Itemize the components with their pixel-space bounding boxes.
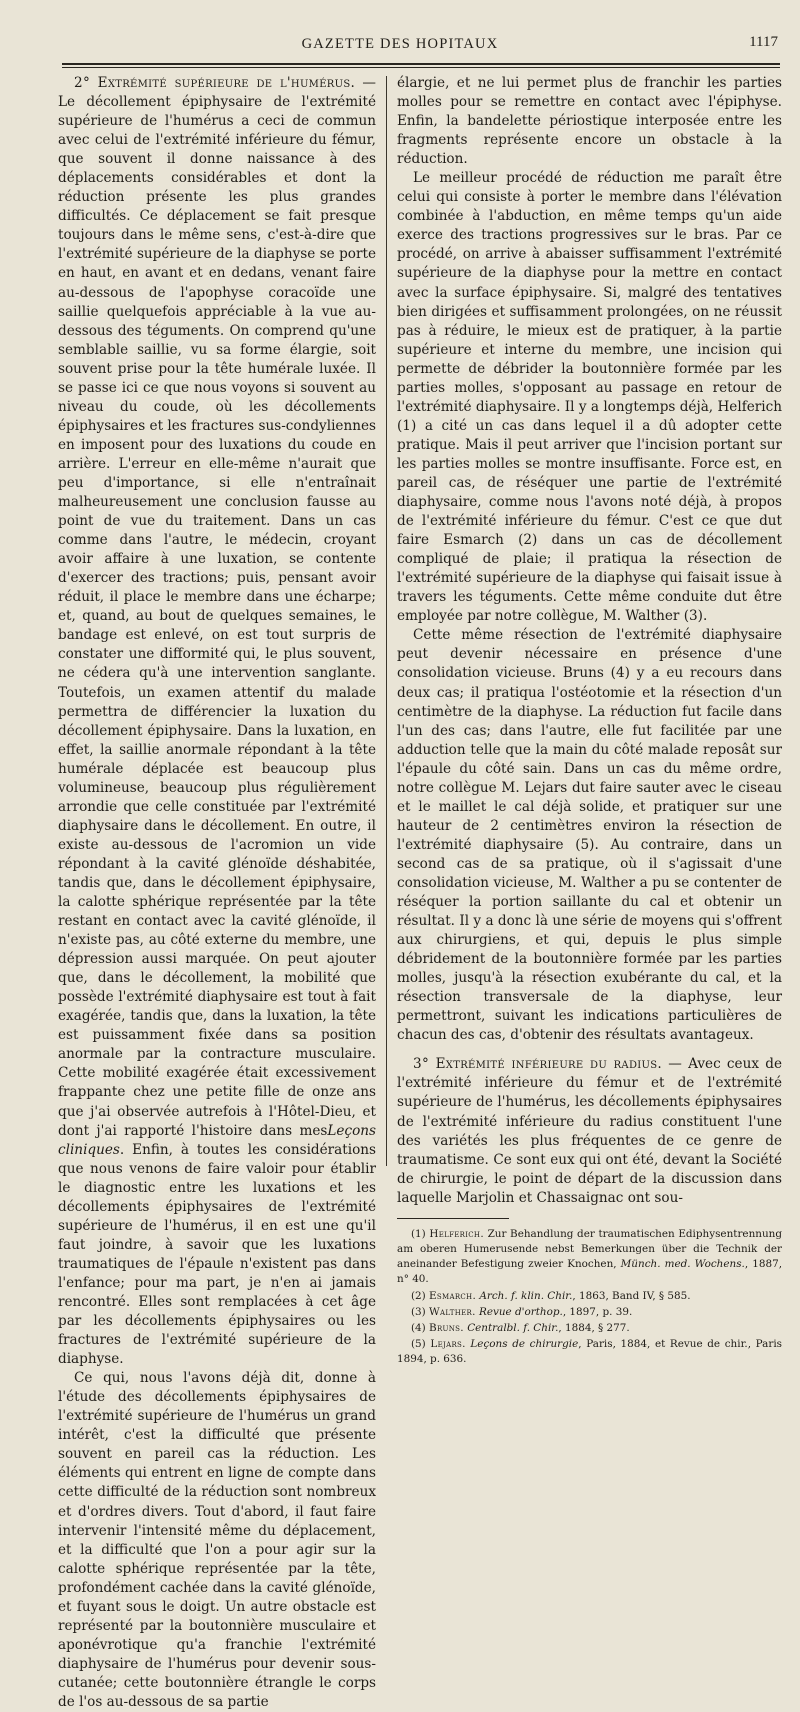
cited-title: Leçons cliniques xyxy=(58,1122,376,1158)
footnote-source: Münch. med. Wochens. xyxy=(620,1258,745,1271)
footnote-source: Centralbl. f. Chir. xyxy=(467,1321,559,1334)
footnote xyxy=(397,1227,782,1288)
footnote-mark: (1) xyxy=(411,1227,426,1240)
header-rule-thin xyxy=(62,67,780,68)
paragraph-text: — Le décollement épiphysaire de l'extrémité supérieure de l'humérus a ceci de commun avec celui de l'extrémité inférieure du fémur, que souvent il donne naissance à des déplacements considérables et dont la réduction présente les plus grandes difficultés. Ce déplacement se fait presque toujours dans le même sens, c'est-à-dire que l'extrémité supérieure de la diaphyse se porte en haut, en avant et en dedans, venant faire au-dessous de l'apophyse coracoïde une saillie quelquefois appréciable à la vue au-dessous des téguments. On comprend qu'une semblable saillie, vu sa forme élargie, soit souvent prise pour la tête humérale luxée. Il se passe ici ce que nous voyons si souvent au niveau du coude, où les décollements épiphysaires et les fractures sus-condyliennes en imposent pour des luxations du coude en arrière. L'erreur en elle-même n'aurait que peu d'importance, si elle n'entraînait malheureusement une conclusion fausse au point de vue du traitement. Dans un cas comme dans l'autre, le médecin, croyant avoir affaire à une luxation, se contente d'exercer des tractions; puis, pensant avoir réduit, il place le membre dans une écharpe; et, quand, au bout de quelques semaines, le bandage est enlevé, on est tout surpris de constater une difformité qui, le plus souvent, ne cédera qu'à une intervention sanglante. Toutefois, un examen attentif du malade permettra de différencier la luxation du décollement épiphysaire. Dans la luxation, en effet, la saillie anormale répondant à la tête humérale déplacée est beaucoup plus volumineuse, beaucoup plus régulièrement arrondie que celle constituée par l'extrémité diaphysaire dans le décollement. En outre, il existe au-dessous de l'acromion un vide répondant à la cavité glénoïde déshabitée, tandis que, dans le décollement épiphysaire, la calotte sphérique représentée par la tête restant en contact avec la cavité glénoïde, il n'existe pas, au côté externe du membre, une dépression aussi marquée. On peut ajouter que, dans le décollement, la mobilité que possède l'extrémité diaphysaire est tout à fait exagérée, tandis que, dans la luxation, la tête est puissamment fixée dans sa position anormale par la contracture musculaire. Cette mobilité exagérée était excessivement frappante chez une petite fille de onze ans que j'ai observée autrefois à l'Hôtel-Dieu, et dont j'ai rapporté l'histoire dans mes xyxy=(58,75,376,1139)
section-heading: 3° Extrémité inférieure du radius. xyxy=(413,1056,663,1073)
left-column xyxy=(58,74,376,1712)
footnote-tail: , 1884, § 277. xyxy=(558,1321,630,1334)
body-paragraph xyxy=(58,74,376,1369)
footnote-author: Bruns. xyxy=(429,1321,464,1334)
footnote-author: Lejars. xyxy=(430,1338,466,1351)
footnote-tail: , Paris, 1884, et Revue de chir., Paris 1894, p. 636. xyxy=(397,1338,783,1366)
footnote-source: Revue d'orthop. xyxy=(479,1305,563,1318)
running-title: GAZETTE DES HOPITAUX xyxy=(301,36,499,52)
footnote xyxy=(397,1321,782,1336)
footnote-mark: (2) xyxy=(411,1289,426,1302)
page-number: 1117 xyxy=(749,34,778,50)
body-paragraph: Ce qui, nous l'avons déjà dit, donne à l'étude des décollements épiphysaires de l'extrémité supérieure de l'humérus un grand intérêt, c'est la difficulté que présente souvent en pareil cas la réduction. Les éléments qui entrent en ligne de compte dans cette difficulté de la réduction sont nombreux et d'ordres divers. Tout d'abord, il faut faire intervenir l'intensité même du déplacement, et la difficulté que l'on a pour agir sur la calotte sphérique représentée par la tête, profondément cachée dans la cavité glénoïde, et fuyant sous le doigt. Un autre obstacle est représenté par la boutonnière musculaire et aponévrotique qu'a franchie l'extrémité diaphysaire de l'humérus pour devenir sous-cutanée; cette boutonnière étrangle le corps de l'os au-dessous de sa partie xyxy=(58,1370,376,1710)
paragraph-text: — Avec ceux de l'extrémité inférieure du fémur et de l'extrémité supérieure de l'humérus, les décollements épiphysaires de l'extrémité inférieure du radius constituent l'une des variétés les plus fréquentes de ce genre de traumatisme. Ce sont eux qui ont été, devant la Société de chirurgie, le point de départ de la discussion dans laquelle Marjolin et Chassaignac ont sou- xyxy=(397,1056,782,1206)
footnote-tail: , 1887, n° 40. xyxy=(397,1258,782,1286)
column-divider xyxy=(386,76,387,1166)
footnote xyxy=(397,1337,782,1367)
footnote-mark: (5) xyxy=(411,1338,426,1351)
body-paragraph: élargie, et ne lui permet plus de franchir les parties molles pour se remettre en contact avec l'épiphyse. Enfin, la bandelette périostique interposée entre les fragments représente encore un obstacle à la réduction. xyxy=(397,75,782,168)
paragraph-text: . Enfin, à toutes les considérations que nous venons de faire valoir pour établir le diagnostic entre les luxations et les décollements épiphysaires de l'extrémité supérieure de l'humérus, il en est une qu'il faut joindre, à savoir que les luxations traumatiques de l'épaule n'existent pas dans l'enfance; pour ma part, je n'en ai jamais rencontré. Elles sont remplacées à cet âge par les décollements épiphysaires ou les fractures de l'extrémité supérieure de la diaphyse. xyxy=(58,1141,376,1368)
footnotes xyxy=(397,1227,782,1368)
footnote xyxy=(397,1289,782,1304)
body-paragraph xyxy=(397,1055,782,1207)
footnote-author: Helferich. xyxy=(429,1227,484,1240)
footnote xyxy=(397,1305,782,1320)
body-paragraph: Cette même résection de l'extrémité diaphysaire peut devenir nécessaire en présence d'une consolidation vicieuse. Bruns (4) y a eu recours dans deux cas; il pratiqua l'ostéotomie et la résection d'un centimètre de la diaphyse. La réduction fut facile dans l'un des cas; dans l'autre, elle fut facilitée par une adduction telle que la main du côté malade reposât sur l'épaule du côté sain. Dans un cas du même ordre, notre collègue M. Lejars dut faire sauter avec le ciseau et le maillet le cal déjà solide, et pratiquer sur une hauteur de 2 centimètres environ la résection de l'extrémité diaphysaire (5). Au contraire, dans un second cas de sa pratique, où il s'agissait d'une consolidation vicieuse, M. Walther a pu se contenter de réséquer la portion saillante du cal et obtenir un résultat. Il y a donc là une série de moyens qui s'offrent aux chirurgiens, et qui, depuis le plus simple débridement de la boutonnière formée par les parties molles, jusqu'à la résection exubérante du cal, et la résection transversale de la diaphyse, leur permettront, suivant les indications particulières de chacun des cas, d'obtenir des résultats avantageux. xyxy=(397,627,782,1044)
body-paragraph: Le meilleur procédé de réduction me paraît être celui qui consiste à porter le membre dans l'élévation combinée à l'abduction, en même temps qu'un aide exerce des tractions progressives sur le bras. Par ce procédé, on arrive à abaisser suffisamment l'extrémité supérieure de la diaphyse pour la mettre en contact avec la surface épiphysaire. Si, malgré des tentatives bien dirigées et suffisamment prolongées, on ne réussit pas à réduire, le mieux est de pratiquer, à la partie supérieure et interne du membre, une incision qui permette de débrider la boutonnière formée par les parties molles, s'opposant au passage en retour de l'extrémité diaphysaire. Il y a longtemps déjà, Helferich (1) a cité un cas dans lequel il a dû adopter cette pratique. Mais il peut arriver que l'incision portant sur les parties molles se montre insuffisante. Force est, en pareil cas, de réséquer une partie de l'extrémité diaphysaire, comme nous l'avons noté déjà, à propos de l'extrémité inférieure du fémur. C'est ce que dut faire Esmarch (2) dans un cas de décollement compliqué de plaie; il pratiqua la résection de l'extrémité supérieure de la diaphyse qui faisait issue à travers les téguments. Cette même conduite dut être employée par notre collègue, M. Walther (3). xyxy=(397,170,782,625)
right-column xyxy=(397,74,782,1368)
footnote-tail: , 1863, Band IV, § 585. xyxy=(572,1289,691,1302)
footnote-text: Zur Behandlung der traumatischen Ediphysentrennung am oberen Humerusende nebst Bemerkungen über die Technik der aneinander Befestigung zweier Knochen, xyxy=(397,1227,782,1271)
footnote-source: Leçons de chirurgie xyxy=(470,1338,579,1351)
footnote-mark: (3) xyxy=(411,1305,426,1318)
footnote-tail: , 1897, p. 39. xyxy=(562,1305,633,1318)
section-heading: 2° Extrémité supérieure de l'humérus. xyxy=(74,75,356,91)
footnote-rule xyxy=(397,1218,509,1219)
footnote-author: Esmarch. xyxy=(429,1289,477,1302)
footnote-author: Walther. xyxy=(429,1305,476,1318)
footnote-mark: (4) xyxy=(411,1321,426,1334)
footnote-source: Arch. f. klin. Chir. xyxy=(479,1289,573,1302)
header-rule xyxy=(62,63,780,65)
